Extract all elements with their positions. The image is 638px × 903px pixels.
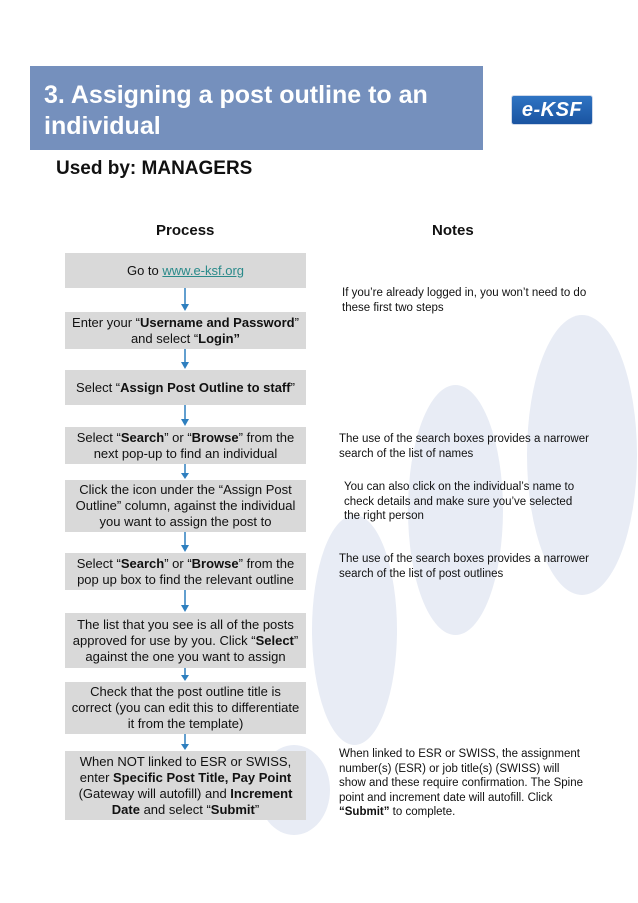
process-column-heading: Process	[156, 222, 215, 239]
step-click-icon	[65, 480, 306, 532]
step-bold-text: Browse	[191, 555, 239, 571]
down-arrow-icon	[178, 668, 192, 682]
step-text: Check that the post outline title is correct (you can edit this to differentiate it from the template)	[71, 684, 300, 731]
step-text: Select “	[76, 555, 121, 571]
step-check-title	[65, 682, 306, 734]
down-arrow-icon	[178, 734, 192, 751]
step-text: ” or “	[164, 429, 192, 445]
down-arrow-icon	[178, 405, 192, 427]
note-search-outlines: The use of the search boxes provides a narrower search of the list of post outlines	[339, 553, 589, 580]
step-search-individual	[65, 427, 306, 464]
step-text: Click the icon under the “Assign Post Outline” column, against the individual you want to assign the post to	[75, 482, 296, 529]
e-ksf-link[interactable]: www.e-ksf.org	[162, 262, 245, 278]
down-arrow-icon	[178, 349, 192, 370]
note-text: When linked to ESR or SWISS, the assignment number(s) (ESR) or job title(s) (SWISS) will show and these require confirmation. The Spine point and increment date will autofill. Click	[339, 748, 583, 804]
page-title: 3. Assigning a post outline to an individual	[44, 81, 428, 140]
note-text: to complete.	[389, 806, 456, 818]
step-text: ” from the next pop-up to find an individual	[93, 429, 295, 461]
step-bold-text: Search	[120, 555, 165, 571]
step-text: Go to	[126, 262, 163, 278]
down-arrow-icon	[178, 288, 192, 312]
step-text: When NOT linked to ESR or SWISS, enter	[79, 753, 292, 785]
step-text: ” and select “	[130, 314, 299, 346]
step-bold-text: Specific Post Title, Pay Point	[113, 769, 292, 785]
step-go-to-site	[65, 253, 306, 288]
note-linked-esr-swiss	[339, 747, 584, 820]
step-text: ” against the one you want to assign	[85, 632, 299, 664]
step-text: ” or “	[164, 555, 192, 571]
step-text: ”	[290, 379, 295, 395]
step-select-post	[65, 613, 306, 668]
background-oval	[312, 515, 397, 745]
step-bold-text: Select	[255, 632, 294, 648]
step-text: The list that you see is all of the posts approved for use by you. Click “	[72, 616, 294, 648]
step-bold-text: Login”	[198, 330, 241, 346]
step-bold-text: Username and Password	[139, 314, 295, 330]
note-individual-name: You can also click on the individual’s name to check details and make sure you’ve selected the right person	[344, 481, 575, 522]
step-enter-credentials	[65, 312, 306, 349]
used-by-heading: Used by: MANAGERS	[56, 158, 253, 179]
step-select-assign	[65, 370, 306, 405]
step-text: and select “	[139, 801, 211, 817]
down-arrow-icon	[178, 464, 192, 480]
step-bold-text: Browse	[191, 429, 239, 445]
step-enter-details	[65, 751, 306, 820]
notes-column-heading: Notes	[432, 222, 474, 239]
step-text: ” from the pop up box to find the relevant outline	[77, 555, 295, 587]
note-already-logged-in: If you’re already logged in, you won’t need to do these first two steps	[342, 287, 587, 314]
step-text: Select “	[76, 429, 121, 445]
step-bold-text: Search	[120, 429, 165, 445]
note-bold-text: “Submit”	[339, 806, 390, 818]
step-text: Enter your “	[72, 314, 140, 330]
e-ksf-logo: e-KSF	[511, 95, 593, 125]
down-arrow-icon	[178, 532, 192, 553]
note-search-names: The use of the search boxes provides a narrower search of the list of names	[339, 433, 589, 460]
step-bold-text: Assign Post Outline to staff	[120, 379, 291, 395]
step-text: Select “	[76, 379, 121, 395]
step-text: (Gateway will autofill) and	[78, 785, 231, 801]
step-bold-text: Submit	[210, 801, 255, 817]
step-search-outline	[65, 553, 306, 590]
step-bold-text: Increment Date	[111, 785, 293, 817]
step-text: ”	[254, 801, 260, 817]
down-arrow-icon	[178, 590, 192, 613]
